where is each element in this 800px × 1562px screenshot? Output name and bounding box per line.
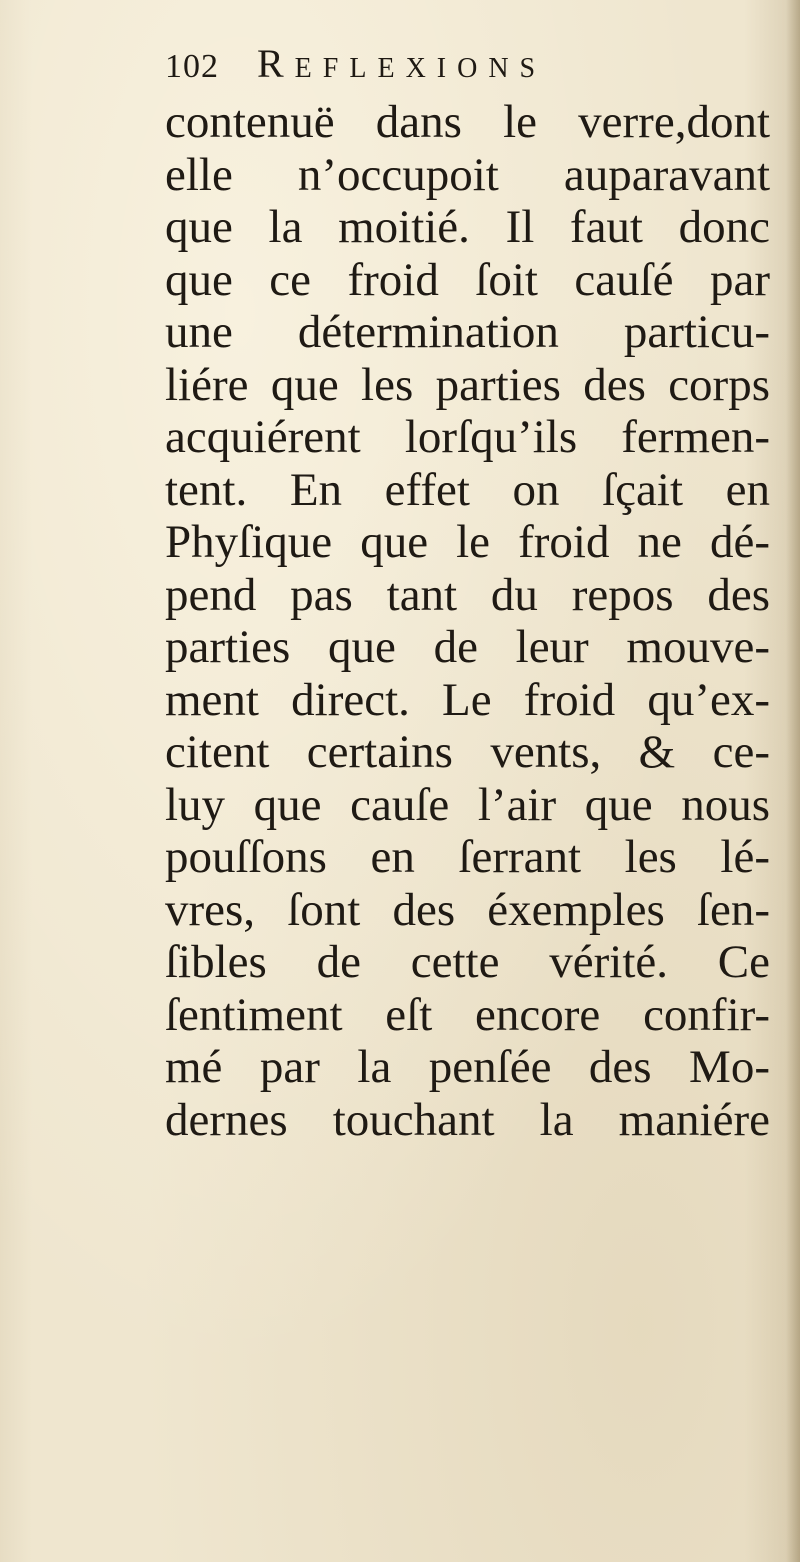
text-line: contenuë dans le verre,dont [165,96,770,148]
text-line: que ce froid ſoit cauſé par [165,253,770,306]
text-line: une détermination particu- [165,306,770,358]
text-line: mé par la penſée des Mo- [165,1041,770,1093]
text-line: acquiérent lorſqu’ils fermen- [165,411,770,463]
text-line: parties que de leur mouve- [165,621,770,673]
text-line: ſibles de cette vérité. Ce [165,936,770,988]
text-line: ſentiment eſt encore confir- [165,988,770,1041]
text-line: tent. En effet on ſçait en [165,463,770,516]
text-line: Phyſique que le froid ne dé- [165,516,770,568]
text-line: dernes touchant la maniére [165,1093,770,1146]
text-line: vres, ſont des éxemples ſen- [165,883,770,936]
body-text [165,96,770,1146]
text-line: luy que cauſe l’air que nous [165,778,770,831]
text-line: que la moitié. Il faut donc [165,201,770,253]
text-line: liére que les parties des corps [165,358,770,411]
text-line: pouſſons en ſerrant les lé- [165,831,770,883]
text-line: pend pas tant du repos des [165,568,770,621]
page-number: 102 [165,48,219,85]
text-line: ment direct. Le froid qu’ex- [165,673,770,726]
text-line: elle n’occupoit auparavant [165,148,770,201]
running-title: Reflexions [257,41,547,86]
text-line: citent certains vents, & ce- [165,726,770,778]
page-edge-shadow [786,0,800,1562]
page-header [165,40,546,90]
